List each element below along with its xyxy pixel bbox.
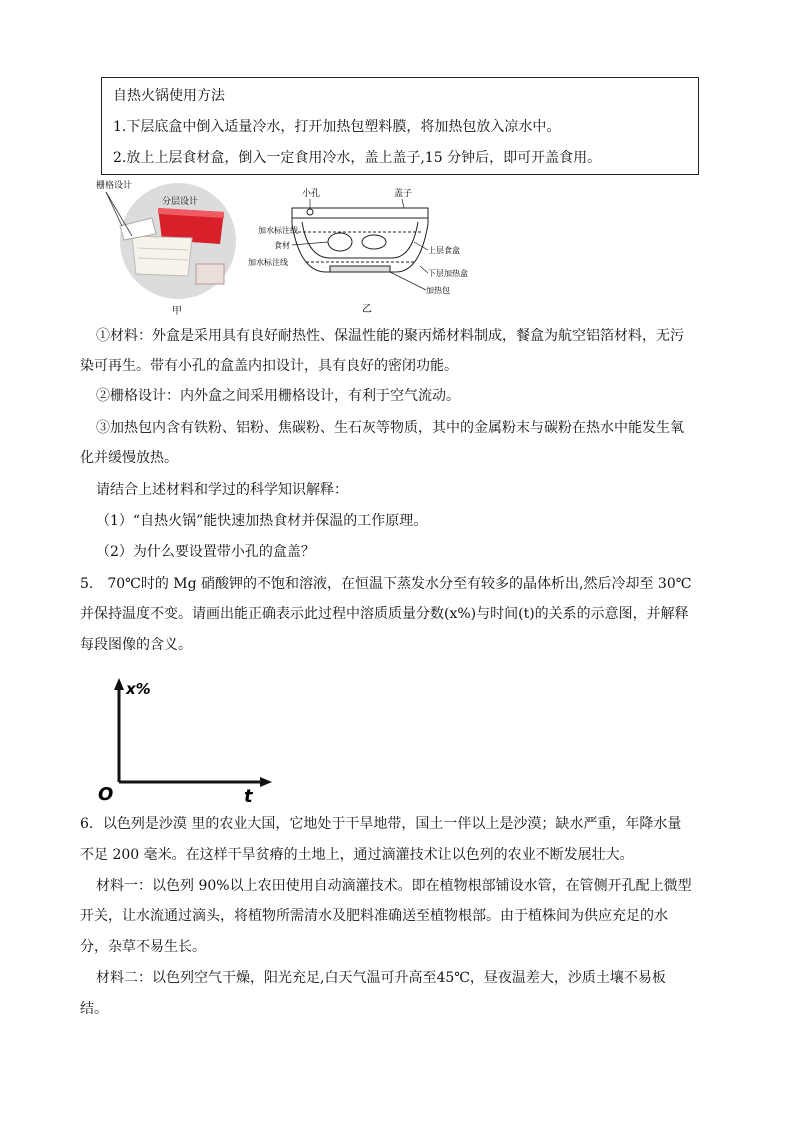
q6-material-2-line-1: 材料二：以色列空气干燥，阳光充足,白天气温可升高至45℃，昼夜温差大，沙质土壤不易板 <box>96 970 666 986</box>
material-3-line-1: ③加热包内含有铁粉、铝粉、焦碳粉、生石灰等物质，其中的金属粉末与碳粉在热水中能发生氧 <box>96 420 684 436</box>
origin-label: O <box>98 784 114 805</box>
sub-question-2: （2）为什么要设置带小孔的盒盖？ <box>96 544 315 560</box>
q6-material-1-line-2: 开关，让水流通过滴头，将植物所需清水及肥料准确送至植物根部。由于植株间为供应充足的水 <box>80 908 668 924</box>
figure-b-caption: 乙 <box>362 304 372 315</box>
material-1-line-1: ①材料：外盒是采用具有良好耐热性、保温性能的聚丙烯材料制成，餐盒为航空铝箔材料，无污 <box>96 328 684 344</box>
white-heating-box <box>132 236 192 276</box>
diagram-food-1 <box>328 233 352 251</box>
y-axis-arrow <box>114 678 124 690</box>
instruction-step-2: 2.放上上层食材盒，倒入一定食用冷水，盖上盖子,15 分钟后，即可开盖食用。 <box>113 150 602 166</box>
q6-material-2-line-2: 结。 <box>80 1001 108 1017</box>
diagram-food-2 <box>362 235 386 249</box>
material-1-line-2: 染可再生。带有小孔的盒盖内扣设计，具有良好的密闭功能。 <box>80 358 458 374</box>
q6-material-1-line-3: 分，杂草不易生长。 <box>80 939 206 955</box>
instruction-box <box>101 77 699 175</box>
question-prompt: 请结合上述材料和学过的科学知识解释： <box>96 482 348 498</box>
question-5-line-3: 每段图像的含义。 <box>80 637 192 653</box>
label-food: 食材 <box>274 241 290 250</box>
x-axis-arrow <box>260 777 272 787</box>
q6-material-1-line-1: 材料一：以色列 90%以上农田使用自动滴灌技术。即在植物根部铺设水管，在管侧开孔配上微型 <box>96 878 692 894</box>
sub-question-1: （1）“自热火锅”能快速加热食材并保温的工作原理。 <box>96 513 428 529</box>
label-heat-pack: 加热包 <box>426 286 450 295</box>
label-hole: 小孔 <box>302 189 321 199</box>
label-water-line-2: 加水标注线 <box>248 258 288 267</box>
question-5-line-2: 并保持温度不变。请画出能正确表示此过程中溶质质量分数(x%)与时间(t)的关系的示意图，并解释 <box>80 606 689 622</box>
label-upper-box: 上层食盒 <box>428 246 460 255</box>
instruction-step-1: 1.下层底盒中倒入适量冷水，打开加热包塑料膜，将加热包放入凉水中。 <box>113 119 561 135</box>
diagram-hole <box>307 209 313 215</box>
question-6-line-2: 不足 200 毫米。在这样干旱贫瘠的土地上，通过滴灌技术让以色列的农业不断发展壮大。 <box>80 847 634 863</box>
material-3-line-2: 化并缓慢放热。 <box>80 450 178 466</box>
instruction-title: 自热火锅使用方法 <box>113 88 225 104</box>
figure-b-diagram <box>244 182 484 317</box>
question-6-line-1: 6．以色列是沙漠 里的农业大国，它地处于干旱地带，国土一伴以上是沙漠；缺水严重，年降水量 <box>80 816 682 832</box>
material-2: ②栅格设计：内外盒之间采用栅格设计，有利于空气流动。 <box>96 388 460 404</box>
label-lower-box: 下层加热盒 <box>428 269 468 278</box>
diagram-upper-box <box>302 222 418 258</box>
diagram-heat-pack <box>330 266 390 272</box>
question-5-line-1: 5. 70℃时的 Mg 硝酸钾的不饱和溶液，在恒温下蒸发水分至有较多的晶体析出,然后冷却至 30℃ <box>80 576 692 592</box>
figure-a-photo <box>92 178 242 318</box>
diagram-outer-box <box>292 218 428 272</box>
figure-a-caption: 甲 <box>172 306 182 317</box>
x-axis-label: t <box>244 786 253 806</box>
label-water-line-1: 加水标注线 <box>258 226 298 235</box>
label-grid-design: 栅格设计 <box>96 181 133 191</box>
label-lid: 盖子 <box>394 189 413 199</box>
y-axis-label: x% <box>126 680 151 698</box>
label-layer-design: 分层设计 <box>162 197 199 207</box>
blank-axes-graph <box>96 672 286 806</box>
